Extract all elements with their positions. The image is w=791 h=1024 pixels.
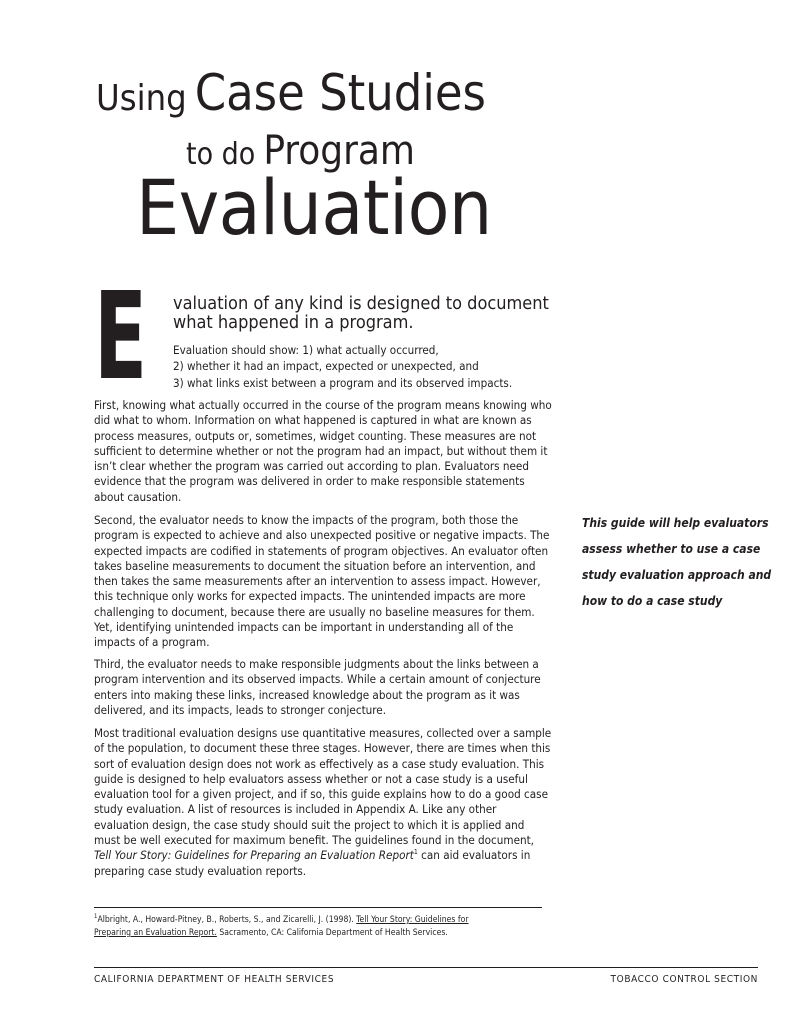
body-paragraph-1: First, knowing what actually occurred in the course of the program means knowing who did what to whom. Information on what happened is captured in what are known as process measures, outputs or, sometimes, widget counting. These measures are not sufficient to determine whether or not the program had an impact, but without them it isn’t clear whether the program was carried out according to plan. Evaluators need evidence that the program was delivered in order to make responsible statements about causation. (94, 398, 552, 504)
lead-text: valuation of any kind is designed to document what happened in a program. (173, 293, 549, 333)
body-paragraph-3: Third, the evaluator needs to make responsible judgments about the links between a program intervention and its observed impacts. While a certain amount of conjecture enters into making these links, increased knowledge about the program as it was delivered, and its impacts, leads to stronger conjecture. (94, 657, 541, 717)
title-line-1 (96, 64, 486, 122)
body-paragraph-4-part-a: Most traditional evaluation designs use quantitative measures, collected over a sample of the population, to document these three stages. However, there are times when this sort of evaluation design does not work as effectively as a case study evaluation. This guide is designed to help evaluators assess whether or not a case study is a useful evaluation tool for a given project, and if so, this guide explains how to do a good case study evaluation. A list of resources is included in Appendix A. Like any other evaluation design, the case study should suit the project to which it is applied and must be well executed for maximum benefit. The guidelines found in the document, (94, 726, 552, 848)
body-paragraph-2: Second, the evaluator needs to know the impacts of the program, both those the program is expected to achieve and also unexpected positive or negative impacts. The expected impacts are codified in statements of program objectives. An evaluator often takes baseline measurements to document the situation before an intervention, and then takes the same measurements after an intervention to assess impact. However, this technique only works for expected impacts. The unintended impacts are more challenging to document, because there are usually no baseline measures for them. Yet, identifying unintended impacts can be important in understanding all of the impacts of a program. (94, 513, 550, 650)
drop-cap: E (94, 268, 148, 407)
title-case-studies: Case Studies (194, 64, 486, 122)
footnote-publisher: Sacramento, CA: California Department of Health Services. (216, 927, 448, 938)
footnote-marker: 1 (94, 913, 98, 920)
footnote-title-line-1: Tell Your Story: Guidelines for (356, 914, 469, 925)
title-evaluation: Evaluation (136, 163, 492, 252)
body-paragraph-4-part-b: can aid evaluators in preparing case study evaluation reports. (94, 848, 531, 878)
pull-quote: This guide will help evaluators assess whether to use a case study evaluation approach and how to do a case study (582, 516, 772, 608)
title-to-do: to do (186, 137, 256, 172)
footnote-reference: 1 (413, 848, 418, 857)
footer-section: TOBACCO CONTROL SECTION (610, 974, 758, 985)
footer-department: CALIFORNIA DEPARTMENT OF HEALTH SERVICES (94, 974, 335, 985)
should-line-2: 2) whether it had an impact, expected or unexpected, and (173, 359, 479, 374)
body-paragraph-4 (94, 726, 552, 879)
footnote-title-line-2: Preparing an Evaluation Report. (94, 927, 217, 938)
title-program: Program (263, 128, 415, 174)
footer-divider (94, 967, 758, 968)
footnote-divider (94, 907, 542, 908)
should-line-1: Evaluation should show: 1) what actually occurred, (173, 343, 439, 357)
footnote-authors: Albright, A., Howard-Pitney, B., Roberts, S., and Zicarelli, J. (1998). (97, 914, 357, 925)
title-using: Using (96, 78, 187, 119)
footnote (94, 910, 554, 940)
should-line-3: 3) what links exist between a program and its observed impacts. (173, 375, 513, 390)
document-title-reference: Tell Your Story: Guidelines for Preparing an Evaluation Report (94, 848, 414, 863)
evaluation-should-list (173, 342, 573, 391)
